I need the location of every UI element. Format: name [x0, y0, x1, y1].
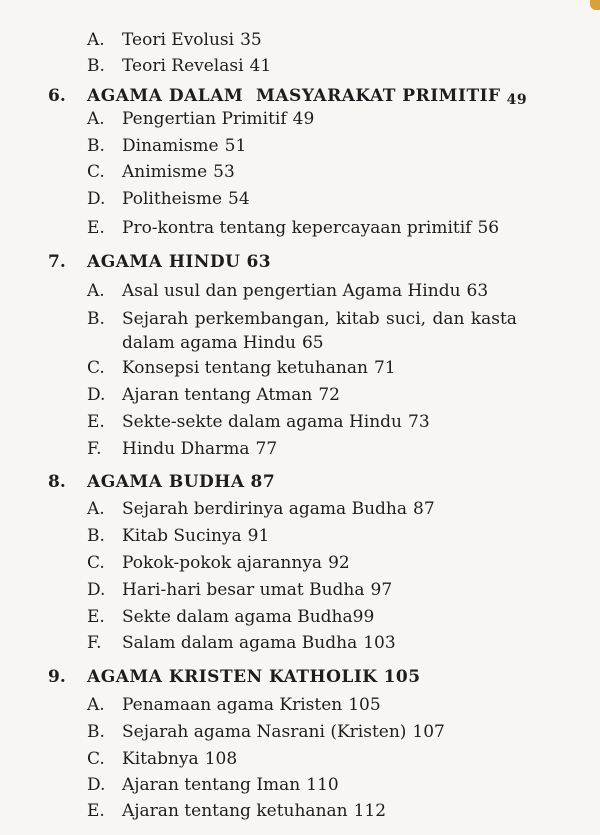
- item-entry: [122, 526, 269, 546]
- item-letter: F.: [87, 633, 102, 653]
- item-page-number: 91: [247, 526, 270, 546]
- item-title: Ajaran tentang Iman: [122, 775, 301, 795]
- item-page-number: 35: [240, 30, 262, 50]
- item-entry: [122, 30, 262, 50]
- item-title: Hindu Dharma: [122, 439, 250, 459]
- item-page-number: 77: [255, 439, 278, 459]
- item-entry: [122, 607, 374, 627]
- item-letter: E.: [87, 607, 105, 627]
- item-title: Salam dalam agama Budha: [122, 633, 358, 653]
- item-letter: A.: [87, 109, 105, 129]
- item-page-number: 54: [228, 189, 250, 209]
- item-letter: A.: [87, 30, 105, 50]
- item-page-number: 65: [301, 333, 324, 353]
- item-title: Sekte-sekte dalam agama Hindu: [122, 412, 402, 432]
- item-entry: [122, 136, 246, 156]
- item-page-number: 99: [352, 607, 375, 627]
- item-letter: B.: [87, 56, 105, 76]
- item-title: Kitab Sucinya: [122, 526, 242, 546]
- item-entry: [122, 553, 350, 573]
- item-title: Sejarah berdirinya agama Budha: [122, 499, 407, 519]
- item-letter: C.: [87, 749, 105, 769]
- item-entry: [122, 775, 339, 795]
- item-letter: E.: [87, 801, 105, 821]
- item-page-number: 97: [370, 580, 393, 600]
- item-entry: [122, 499, 435, 519]
- item-entry: [122, 749, 237, 769]
- item-title: Animisme: [122, 162, 208, 182]
- item-letter: D.: [87, 775, 106, 795]
- item-title: Pro-kontra tentang kepercayaan primitif: [122, 218, 472, 238]
- toc-item-continuation: [122, 333, 324, 353]
- item-page-number: 108: [204, 749, 238, 769]
- item-letter: E.: [87, 218, 105, 238]
- item-entry: [122, 633, 396, 653]
- item-entry: [122, 358, 396, 378]
- item-title: Teori Evolusi: [122, 30, 235, 50]
- item-page-number: 41: [249, 56, 272, 76]
- item-entry: [122, 281, 488, 301]
- item-letter: A.: [87, 695, 105, 715]
- item-title: Penamaan agama Kristen: [122, 695, 343, 715]
- item-title: Sejarah perkembangan, kitab suci, dan kasta: [122, 309, 517, 329]
- item-page-number: 112: [353, 801, 387, 821]
- item-letter: B.: [87, 722, 105, 742]
- item-title: Konsepsi tentang ketuhanan: [122, 358, 368, 378]
- item-letter: C.: [87, 358, 105, 378]
- item-page-number: 107: [412, 722, 445, 742]
- chapter-number: 6.: [48, 86, 66, 106]
- item-page-number: 51: [224, 136, 247, 156]
- item-title: Pokok-pokok ajarannya: [122, 553, 323, 573]
- chapter-page-number: 105: [383, 667, 421, 687]
- item-page-number: 87: [413, 499, 435, 519]
- item-title: Sejarah agama Nasrani (Kristen): [122, 722, 407, 742]
- item-entry: [122, 189, 250, 209]
- item-page-number: 49: [292, 109, 315, 129]
- item-entry: [122, 580, 392, 600]
- item-entry: [122, 801, 386, 821]
- item-page-number: 56: [477, 218, 500, 238]
- item-entry: [122, 722, 445, 742]
- item-entry: [122, 56, 271, 76]
- item-title: Kitabnya: [122, 749, 199, 769]
- chapter-title: AGAMA KRISTEN KATHOLIK: [87, 667, 378, 687]
- item-title: Sekte dalam agama Budha: [122, 607, 353, 627]
- chapter-page-number: 49: [506, 92, 528, 108]
- item-letter: B.: [87, 309, 105, 329]
- item-letter: D.: [87, 189, 106, 209]
- item-page-number: 71: [373, 358, 396, 378]
- item-letter: C.: [87, 553, 105, 573]
- item-page-number: 110: [306, 775, 339, 795]
- item-entry: [122, 412, 430, 432]
- chapter-page-number: 87: [250, 472, 276, 492]
- page-edge-mark: [590, 0, 600, 10]
- item-letter: B.: [87, 526, 105, 546]
- item-page-number: 73: [408, 412, 430, 432]
- item-letter: E.: [87, 412, 105, 432]
- item-entry: [122, 385, 340, 405]
- chapter-title: AGAMA HINDU: [87, 252, 241, 272]
- chapter-page-number: 63: [246, 252, 272, 272]
- item-entry: [122, 218, 499, 238]
- item-entry: [122, 439, 277, 459]
- item-title: Ajaran tentang ketuhanan: [122, 801, 348, 821]
- item-letter: D.: [87, 385, 106, 405]
- item-page-number: 72: [318, 385, 340, 405]
- chapter-number: 9.: [48, 667, 66, 687]
- chapter-title: AGAMA DALAM MASYARAKAT PRIMITIF: [87, 86, 501, 106]
- item-entry: [122, 695, 381, 715]
- item-letter: D.: [87, 580, 106, 600]
- item-letter: A.: [87, 281, 105, 301]
- item-title: Hari-hari besar umat Budha: [122, 580, 365, 600]
- item-entry: [122, 162, 235, 182]
- item-title-continuation: dalam agama Hindu: [122, 333, 296, 353]
- item-title: Pengertian Primitif: [122, 109, 287, 129]
- chapter-title: AGAMA BUDHA: [87, 472, 245, 492]
- item-letter: A.: [87, 499, 105, 519]
- item-title: Asal usul dan pengertian Agama Hindu: [122, 281, 461, 301]
- item-letter: B.: [87, 136, 105, 156]
- chapter-number: 7.: [48, 252, 66, 272]
- item-title: Teori Revelasi: [122, 56, 244, 76]
- item-page-number: 63: [466, 281, 489, 301]
- item-page-number: 103: [363, 633, 396, 653]
- item-title: Politheisme: [122, 189, 223, 209]
- chapter-entry: [87, 472, 275, 492]
- chapter-entry: [87, 252, 271, 272]
- item-letter: F.: [87, 439, 102, 459]
- item-entry: [122, 109, 314, 129]
- chapter-number: 8.: [48, 472, 66, 492]
- item-page-number: 92: [328, 553, 350, 573]
- item-page-number: 53: [213, 162, 235, 182]
- chapter-entry: [87, 86, 527, 107]
- item-page-number: 105: [348, 695, 381, 715]
- item-letter: C.: [87, 162, 105, 182]
- chapter-entry: [87, 667, 421, 687]
- item-title: Dinamisme: [122, 136, 219, 156]
- item-title: Ajaran tentang Atman: [122, 385, 313, 405]
